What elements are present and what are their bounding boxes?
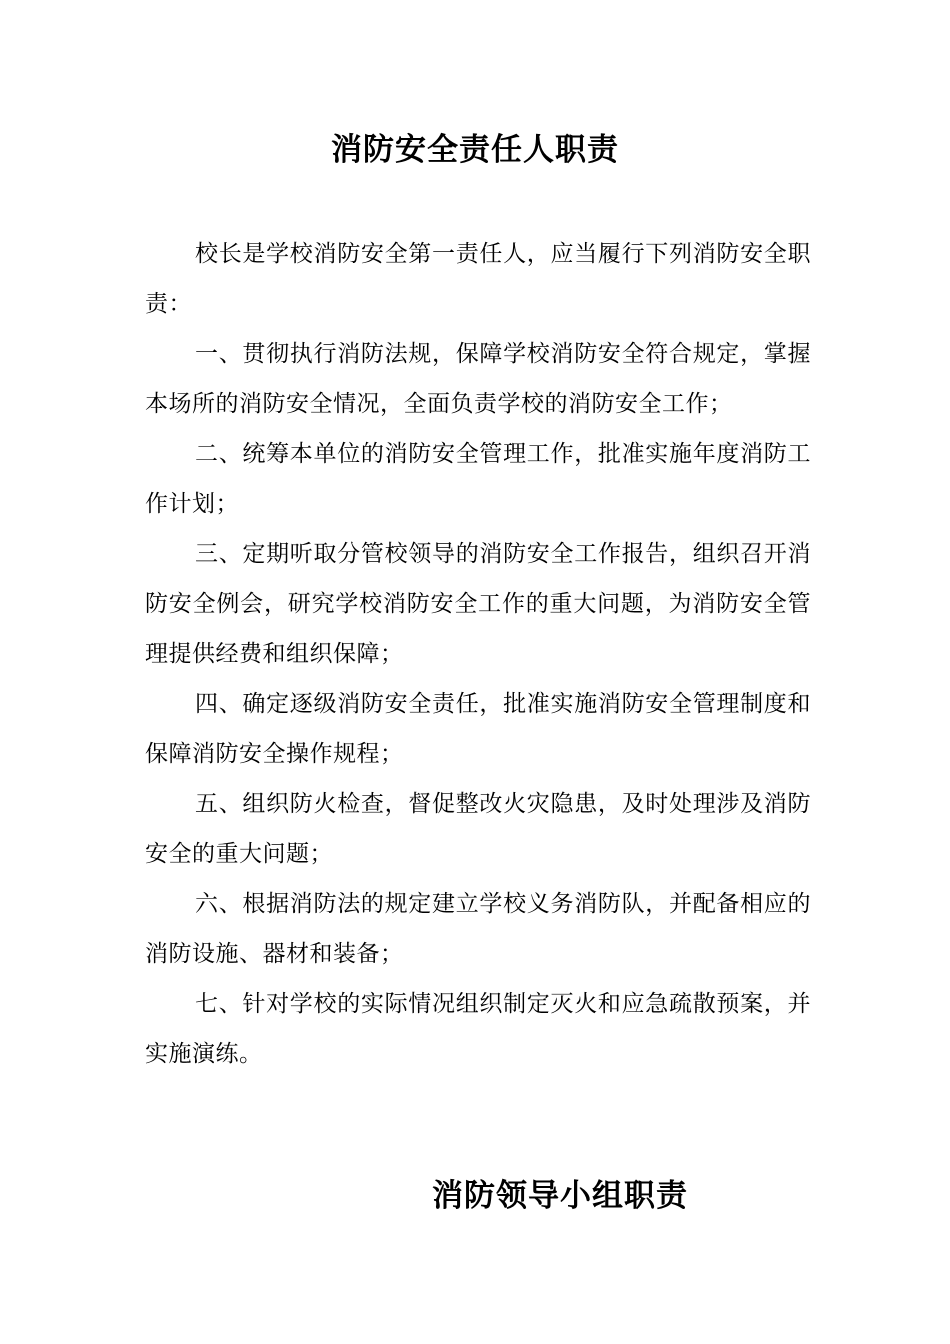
- paragraph-item-4: 四、确定逐级消防安全责任，批准实施消防安全管理制度和保障消防安全操作规程；: [145, 691, 811, 767]
- paragraph-item-1: 一、贯彻执行消防法规，保障学校消防安全符合规定，掌握本场所的消防安全情况，全面负责学校的消防安全工作；: [145, 341, 811, 417]
- paragraph-item-6: 六、根据消防法的规定建立学校义务消防队，并配备相应的消防设施、器材和装备；: [145, 891, 811, 967]
- paragraph-item-5: 五、组织防火检查，督促整改火灾隐患，及时处理涉及消防安全的重大问题；: [145, 791, 811, 867]
- paragraph-item-7: 七、针对学校的实际情况组织制定灭火和应急疏散预案，并实施演练。: [145, 991, 811, 1067]
- paragraph-item-2: 二、统筹本单位的消防安全管理工作，批准实施年度消防工作计划；: [145, 441, 811, 517]
- page-title: 消防安全责任人职责: [331, 132, 619, 168]
- section-title: 消防领导小组职责: [432, 1178, 688, 1214]
- document-body: [145, 229, 811, 1079]
- paragraph-intro: 校长是学校消防安全第一责任人，应当履行下列消防安全职责：: [145, 241, 811, 317]
- paragraph-item-3: 三、定期听取分管校领导的消防安全工作报告，组织召开消防安全例会，研究学校消防安全工作的重大问题，为消防安全管理提供经费和组织保障；: [145, 541, 811, 667]
